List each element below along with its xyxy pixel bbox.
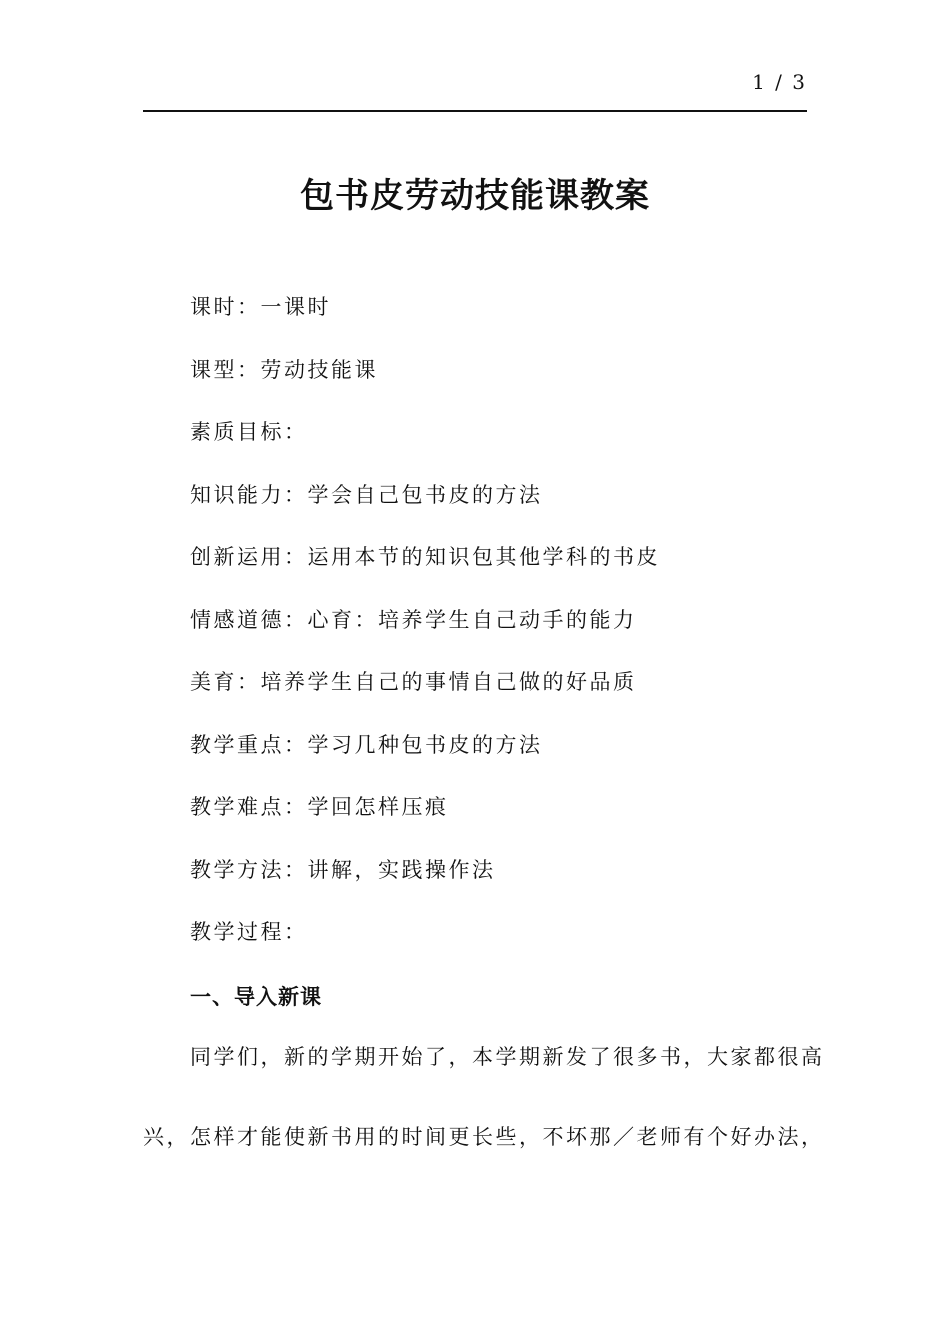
document-title: 包书皮劳动技能课教案 (300, 176, 650, 216)
info-line-class-type: 课型：劳动技能课 (190, 357, 378, 382)
lesson-info-list (190, 292, 660, 980)
body-paragraph (143, 1041, 825, 1201)
info-line-methods: 教学方法：讲解，实践操作法 (190, 857, 496, 882)
paragraph-line: 同学们，新的学期开始了，本学期新发了很多书，大家都很高 (190, 1045, 825, 1069)
info-line-aesthetic: 美育：培养学生自己的事情自己做的好品质 (190, 670, 637, 694)
page-indicator: 1 / 3 (752, 70, 807, 94)
info-line-class-hours: 课时：一课时 (190, 295, 331, 319)
info-line-innovation: 创新运用：运用本节的知识包其他学科的书皮 (190, 545, 660, 569)
info-line-process: 教学过程： (190, 920, 308, 944)
info-line-quality-goals: 素质目标： (190, 420, 308, 444)
info-line-key-points: 教学重点：学习几种包书皮的方法 (190, 732, 543, 757)
info-line-difficulties: 教学难点：学回怎样压痕 (190, 795, 449, 819)
paragraph-line: 兴，怎样才能使新书用的时间更长些，不坏那／老师有个好办法， (143, 1125, 825, 1149)
header-rule (143, 110, 807, 112)
info-line-knowledge-ability: 知识能力：学会自己包书皮的方法 (190, 482, 543, 507)
section-heading: 一、导入新课 (190, 985, 322, 1009)
info-line-emotion-morality: 情感道德：心育：培养学生自己动手的能力 (190, 607, 637, 632)
